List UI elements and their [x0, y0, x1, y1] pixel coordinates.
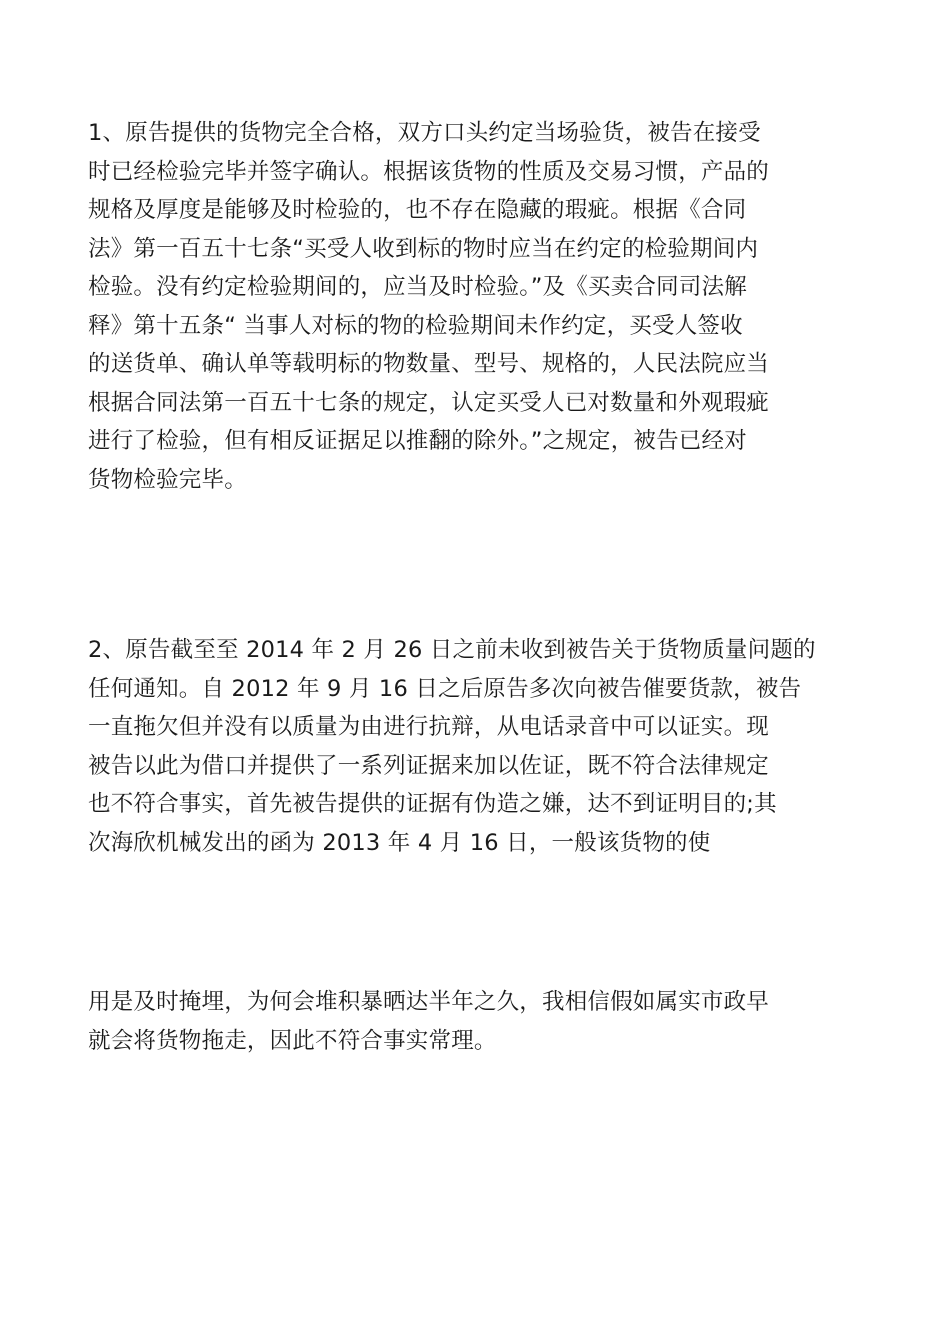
text-line: 货物检验完毕。 — [88, 466, 247, 493]
text-line: 的送货单、确认单等载明标的物数量、型号、规格的，人民法院应当 — [88, 351, 770, 377]
text-line: 用是及时掩埋，为何会堆积暴晒达半年之久，我相信假如属实市政早 — [88, 989, 770, 1015]
paragraph-2 — [88, 631, 863, 862]
text-line: 检验。没有约定检验期间的，应当及时检验。”及《买卖合同司法解 — [88, 274, 747, 300]
paragraph-1 — [88, 114, 863, 499]
text-line: 1、原告提供的货物完全合格，双方口头约定当场验货，被告在接受 — [88, 120, 761, 146]
text-line: 根据合同法第一百五十七条的规定，认定买受人已对数量和外观瑕疵 — [88, 389, 770, 416]
text-line: 任何通知。自 2012 年 9 月 16 日之后原告多次向被告催要货款，被告 — [88, 675, 802, 702]
text-line: 也不符合事实，首先被告提供的证据有伪造之嫌，达不到证明目的;其 — [88, 791, 777, 817]
text-line: 次海欣机械发出的函为 2013 年 4 月 16 日，一般该货物的使 — [88, 829, 711, 856]
text-line: 释》第十五条“ 当事人对标的物的检验期间未作约定，买受人签收 — [88, 312, 743, 339]
text-line: 时已经检验完毕并签字确认。根据该货物的性质及交易习惯，产品的 — [88, 158, 770, 185]
text-line: 2、原告截至至 2014 年 2 月 26 日之前未收到被告关于货物质量问题的 — [88, 637, 816, 663]
text-line: 规格及厚度是能够及时检验的，也不存在隐藏的瑕疵。根据《合同 — [88, 197, 747, 223]
text-line: 法》第一百五十七条“买受人收到标的物时应当在约定的检验期间内 — [88, 235, 759, 262]
text-line: 一直拖欠但并没有以质量为由进行抗辩，从电话录音中可以证实。现 — [88, 714, 770, 740]
text-line: 进行了检验，但有相反证据足以推翻的除外。”之规定，被告已经对 — [88, 428, 747, 454]
text-line: 被告以此为借口并提供了一系列证据来加以佐证，既不符合法律规定 — [88, 752, 770, 779]
text-line: 就会将货物拖走，因此不符合事实常理。 — [88, 1027, 497, 1054]
paragraph-3 — [88, 983, 863, 1060]
